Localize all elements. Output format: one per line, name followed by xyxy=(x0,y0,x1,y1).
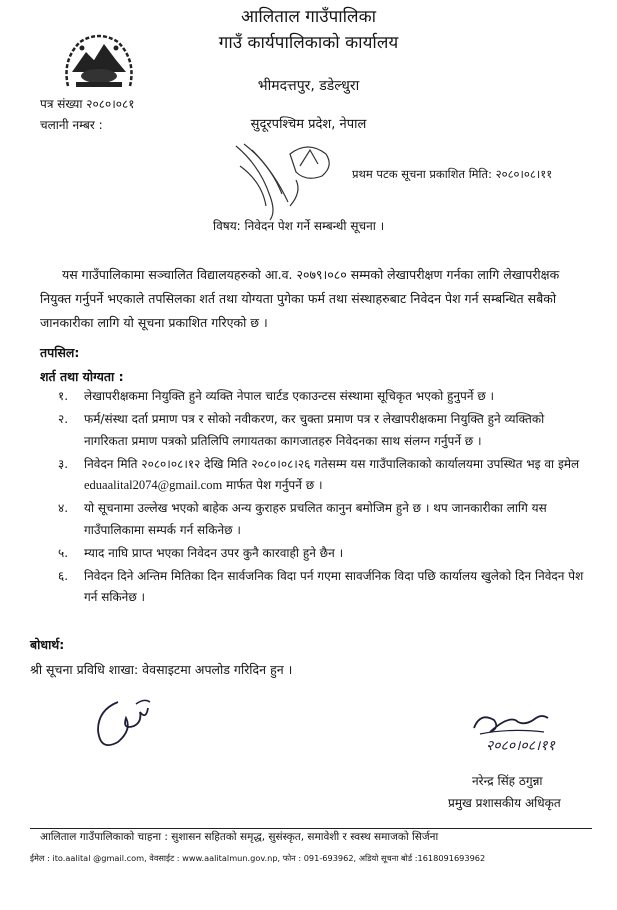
item-text-before: निवेदन मिति २०८०।०८।१२ देखि मिति २०८०।०८।२६ गतेसम्म यस गाउँपालिकाको कार्यालयमा उपस्थित भइ वा इमेल xyxy=(84,456,580,471)
office-name: गाउँ कार्यपालिकाको कार्यालय xyxy=(218,33,399,53)
bodharth-line: श्री सूचना प्रविधि शाखा: वेवसाइटमा अपलोड गरिदिन हुन । xyxy=(30,662,293,677)
list-item xyxy=(58,386,588,408)
conditions-heading: शर्त तथा योग्यता : xyxy=(40,369,124,384)
province-name: सुदूरपश्चिम प्रदेश, नेपाल xyxy=(250,117,367,132)
item-text: म्याद नाघि प्राप्त भएका निवेदन उपर कुनै कारवाही हुने छैन । xyxy=(84,545,344,560)
footer-contact: ईमेल : ito.aalital @gmail.com, वेवसाईट : www.aalitalmun.gov.np, फोन : 091-693962, अडियो सूचना बोर्ड :1618091693962 xyxy=(30,853,486,863)
list-item xyxy=(58,454,588,497)
conditions-list xyxy=(58,386,588,610)
municipality-name: आलिताल गाउँपालिका xyxy=(240,7,377,27)
footer-divider xyxy=(30,828,592,829)
list-item xyxy=(58,566,588,609)
item-text xyxy=(84,454,588,497)
first-publication-date: प्रथम पटक सूचना प्रकाशित मिति: २०८०।०८।११ xyxy=(352,167,553,181)
item-text-after: मार्फत पेश गर्नुपर्ने छ । xyxy=(222,478,323,492)
officer-signature-icon xyxy=(470,706,550,740)
item-number: ५. xyxy=(58,545,69,560)
initials-signature-icon xyxy=(88,690,158,760)
tapasil-heading: तपसिल: xyxy=(40,345,80,360)
item-text: लेखापरीक्षकमा नियुक्ति हुने व्यक्ति नेपाल चार्टड एकाउन्टस संस्थामा सूचिकृत भएको हुनुपर्ने छ । xyxy=(84,389,495,403)
signature-date: २०८०।०८।११ xyxy=(486,738,555,754)
office-location: भीमदत्तपुर, डडेल्धुरा xyxy=(257,78,360,94)
bodharth-heading: बोधार्थ: xyxy=(30,637,65,652)
item-text: निवेदन दिने अन्तिम मितिका दिन सार्वजनिक विदा पर्न गएमा सावर्जनिक विदा पछि कार्यालय खुलेको दिन निवेदन पेश गर्न सकिनेछ । xyxy=(84,568,584,604)
item-number: ३. xyxy=(58,456,69,471)
notice-subject: विषय: निवेदन पेश गर्ने सम्बन्धी सूचना । xyxy=(213,219,385,233)
dispatch-number: चलानी नम्बर : xyxy=(40,118,103,132)
email-address: eduaalital2074@gmail.com xyxy=(84,478,223,492)
letter-number: पत्र संख्या २०८०।०८१ xyxy=(40,97,135,111)
item-number: ६. xyxy=(58,568,69,583)
intro-paragraph: यस गाउँपालिकामा सञ्चालित विद्यालयहरुको आ.व. २०७९।०८० सम्मको लेखापरीक्षण गर्नका लागि लेखापरीक्षक नियुक्त गर्नुपर्ने भएकाले तपसिलका शर्त तथा योग्यता पुगेका फर्म तथा संस्थाहरुबाट निवेदन पेश गर्न सम्बन्धित सबैको जानकारीका लागि यो सूचना प्रकाशित गरिएको छ । xyxy=(40,267,560,330)
list-item xyxy=(58,543,588,565)
item-number: २. xyxy=(58,412,69,426)
signatory-designation: प्रमुख प्रशासकीय अधिकृत xyxy=(448,796,561,810)
item-text: फर्म/संस्था दर्ता प्रमाण पत्र र सोको नवीकरण, कर चुक्ता प्रमाण पत्र र लेखापरीक्षकमा नियुक्ति हुने व्यक्तिको नागरिकता प्रमाण पत्रको प्रतिलिपि लगायतका कागजातहरु निवेदनका साथ संलग्न गर्नुपर्ने छ । xyxy=(84,412,545,448)
list-item xyxy=(58,498,588,541)
list-item xyxy=(58,409,588,452)
office-stamp-icon xyxy=(230,136,340,222)
item-number: ४. xyxy=(58,501,69,515)
signatory-name: नरेन्द्र सिंह ठगुन्ना xyxy=(472,774,543,788)
item-number: १. xyxy=(58,389,69,403)
item-text: यो सूचनामा उल्लेख भएको बाहेक अन्य कुराहरु प्रचलित कानुन बमोजिम हुने छ । थप जानकारीका लागि यस गाउँपालिकामा सम्पर्क गर्न सकिनेछ । xyxy=(84,501,547,537)
footer-vision: आलिताल गाउँपालिकाको चाहना : सुशासन सहितको समृद्ध, सुसंस्कृत, समावेशी र स्वस्थ समाजको सिर्जना xyxy=(40,831,439,843)
